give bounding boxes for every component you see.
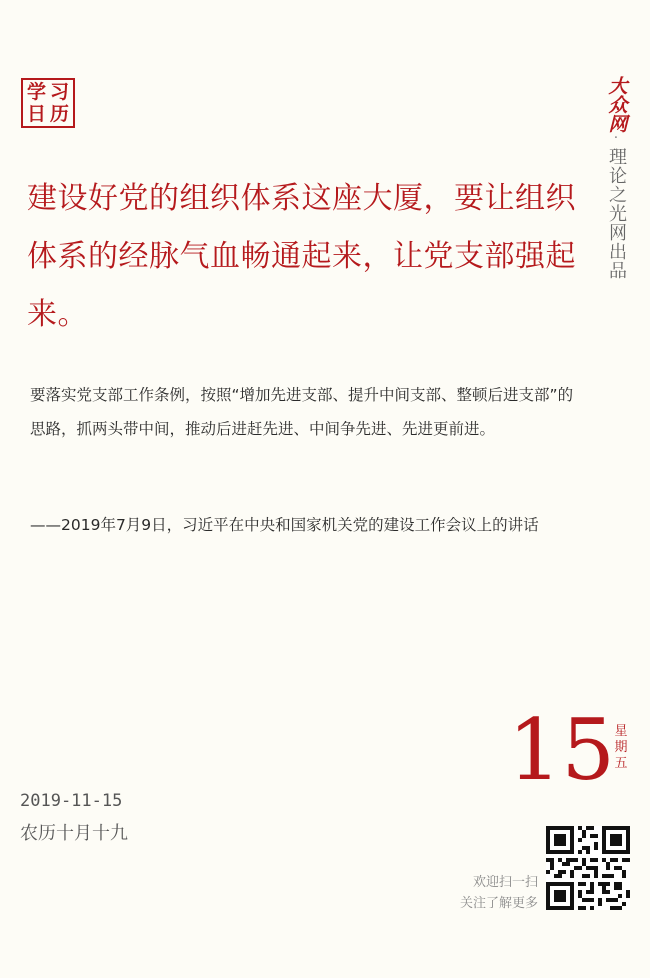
quote-source: ——2019年7月9日，习近平在中央和国家机关党的建设工作会议上的讲话 xyxy=(30,516,539,534)
brand-subtitle: 理论之光网出品 xyxy=(606,147,627,280)
headline-quote: 建设好党的组织体系这座大厦，要让组织体系的经脉气血畅通起来，让党支部强起来。 xyxy=(27,181,576,332)
scan-prompt-line: 关注了解更多 xyxy=(459,896,538,911)
weekday-char: 五 xyxy=(614,756,628,771)
brand-separator: · xyxy=(613,131,619,146)
study-calendar-badge xyxy=(21,78,75,128)
gregorian-date: 2019-11-15 xyxy=(20,791,123,811)
brand-column xyxy=(600,76,632,280)
scan-prompt-line: 欢迎扫一扫 xyxy=(472,875,538,890)
badge-char: 习 xyxy=(49,80,69,103)
brand-logo: 大众网 xyxy=(605,76,628,133)
badge-char: 日 xyxy=(26,102,46,125)
qr-code-icon[interactable] xyxy=(546,826,630,910)
badge-char: 历 xyxy=(49,102,69,125)
badge-char: 学 xyxy=(26,80,46,103)
weekday-label xyxy=(612,724,630,772)
weekday-char: 星 xyxy=(614,724,628,739)
lunar-date: 农历十月十九 xyxy=(20,823,128,844)
body-quote: 要落实党支部工作条例，按照“增加先进支部、提升中间支部、整顿后进支部”的思路，抓两头带中间，推动后进赶先进、中间争先进、先进更前进。 xyxy=(30,386,574,438)
weekday-char: 期 xyxy=(614,740,628,755)
scan-prompt xyxy=(448,872,538,914)
day-number: 15 xyxy=(508,701,615,799)
